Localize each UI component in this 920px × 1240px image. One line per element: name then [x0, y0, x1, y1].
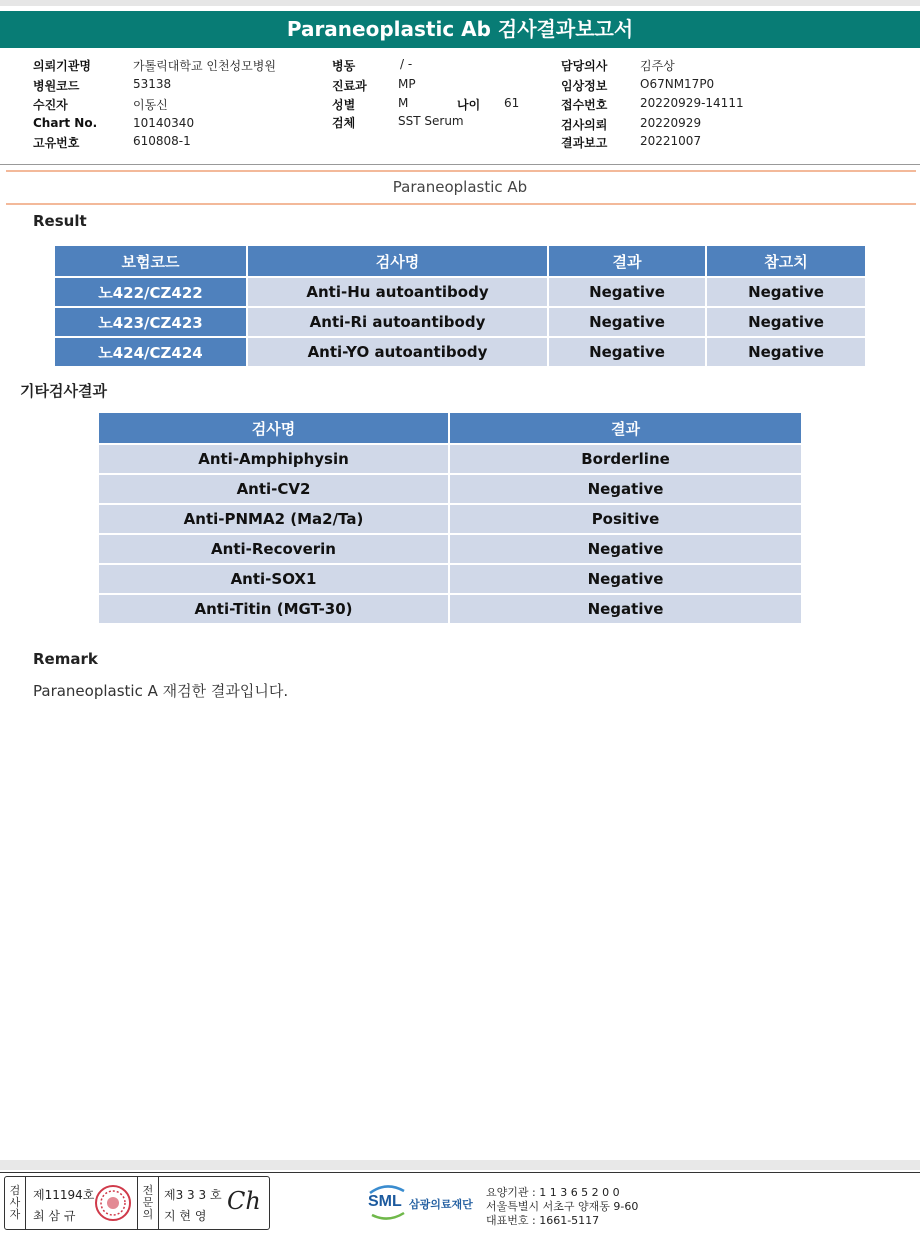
seal-stamp-icon — [93, 1183, 133, 1223]
unique-no-value: 610808-1 — [133, 134, 191, 148]
insurance-code: 노424/CZ424 — [54, 337, 247, 367]
test-result: Negative — [449, 534, 802, 564]
org-phone: 대표번호 : 1661-5117 — [486, 1214, 600, 1227]
approver-name: 지 현 영 — [164, 1209, 207, 1223]
test-result: Negative — [548, 307, 706, 337]
divider — [25, 1177, 26, 1229]
test-name: Anti-Amphiphysin — [98, 444, 449, 474]
hospital-code-label: 병원코드 — [33, 79, 80, 93]
remark-text: Paraneoplastic A 재검한 결과입니다. — [33, 682, 289, 700]
accent-divider-bottom — [6, 203, 916, 205]
table-row — [98, 594, 802, 624]
approver-license-no: 제3 3 3 호 — [164, 1188, 222, 1202]
top-border — [0, 0, 920, 6]
logo-text: SML — [368, 1193, 402, 1210]
patient-label: 수진자 — [33, 98, 68, 112]
test-result: Borderline — [449, 444, 802, 474]
specimen-label: 검체 — [332, 116, 356, 130]
reference-value: Negative — [706, 307, 866, 337]
age-label: 나이 — [457, 98, 481, 112]
test-name: Anti-SOX1 — [98, 564, 449, 594]
dept-value: MP — [398, 77, 416, 91]
result-heading: Result — [33, 212, 87, 230]
table-row — [98, 564, 802, 594]
unique-no-label: 고유번호 — [33, 136, 80, 150]
test-result: Positive — [449, 504, 802, 534]
tester-name: 최 삼 규 — [33, 1209, 76, 1223]
table-row — [54, 277, 866, 307]
other-header-row — [98, 412, 802, 444]
col-reference: 참고치 — [706, 245, 866, 277]
ward-label: 병동 — [332, 59, 356, 73]
test-result: Negative — [449, 594, 802, 624]
request-date-value: 20220929 — [640, 116, 702, 130]
report-date-label: 결과보고 — [561, 136, 608, 150]
test-name: Anti-CV2 — [98, 474, 449, 504]
approver-label: 전문의 — [142, 1184, 154, 1221]
receipt-no-label: 접수번호 — [561, 98, 608, 112]
divider — [158, 1177, 159, 1229]
signature-box — [4, 1176, 270, 1230]
age-value: 61 — [504, 96, 520, 110]
report-title: Paraneoplastic Ab 검사결과보고서 — [0, 11, 920, 48]
table-row — [54, 307, 866, 337]
col-result: 결과 — [548, 245, 706, 277]
org-address: 서울특별시 서초구 양재동 9-60 — [486, 1200, 639, 1213]
col-result: 결과 — [449, 412, 802, 444]
table-row — [54, 337, 866, 367]
test-name: Anti-Titin (MGT-30) — [98, 594, 449, 624]
signature: Ch — [227, 1187, 261, 1215]
other-results-table — [97, 411, 803, 625]
specimen-value: SST Serum — [398, 114, 464, 128]
result-header-row — [54, 245, 866, 277]
reference-value: Negative — [706, 337, 866, 367]
insurance-code: 노423/CZ423 — [54, 307, 247, 337]
dept-label: 진료과 — [332, 79, 367, 93]
test-result: Negative — [449, 564, 802, 594]
clinical-info-value: O67NM17P0 — [640, 77, 715, 91]
footer-divider — [0, 1172, 920, 1173]
table-row — [98, 534, 802, 564]
test-name: Anti-Recoverin — [98, 534, 449, 564]
divider — [137, 1177, 138, 1229]
ward-value: / - — [400, 57, 413, 71]
chart-no-value: 10140340 — [133, 116, 195, 130]
test-result: Negative — [449, 474, 802, 504]
request-date-label: 검사의뢰 — [561, 118, 608, 132]
test-result: Negative — [548, 277, 706, 307]
insurance-code: 노422/CZ422 — [54, 277, 247, 307]
table-row — [98, 474, 802, 504]
table-row — [98, 504, 802, 534]
institution-label: 의뢰기관명 — [33, 59, 91, 73]
col-test-name: 검사명 — [98, 412, 449, 444]
test-name: Anti-Ri autoantibody — [247, 307, 548, 337]
section-title: Paraneoplastic Ab — [392, 178, 528, 196]
accent-divider-top — [6, 170, 916, 172]
other-results-heading: 기타검사결과 — [20, 382, 107, 400]
test-result: Negative — [548, 337, 706, 367]
patient-value: 이동신 — [133, 98, 168, 112]
org-name: 삼광의료재단 — [409, 1198, 473, 1211]
col-insurance-code: 보험코드 — [54, 245, 247, 277]
doctor-value: 김주상 — [640, 59, 675, 73]
result-table — [53, 244, 867, 368]
clinical-info-label: 임상정보 — [561, 79, 608, 93]
sex-value: M — [398, 96, 409, 110]
header-divider — [0, 164, 920, 165]
hospital-code-value: 53138 — [133, 77, 172, 91]
chart-no-label: Chart No. — [33, 116, 98, 130]
report-date-value: 20221007 — [640, 134, 702, 148]
institution-value: 가톨릭대학교 인천성모병원 — [133, 59, 276, 73]
doctor-label: 담당의사 — [561, 59, 608, 73]
sex-label: 성별 — [332, 98, 356, 112]
sml-logo — [366, 1183, 408, 1221]
table-row — [98, 444, 802, 474]
footer-band — [0, 1160, 920, 1170]
col-test-name: 검사명 — [247, 245, 548, 277]
tester-label: 검사자 — [9, 1184, 21, 1221]
reference-value: Negative — [706, 277, 866, 307]
care-institution-no: 요양기관 : 1 1 3 6 5 2 0 0 — [486, 1186, 620, 1199]
remark-heading: Remark — [33, 650, 98, 668]
receipt-no-value: 20220929-14111 — [640, 96, 744, 110]
test-name: Anti-Hu autoantibody — [247, 277, 548, 307]
test-name: Anti-YO autoantibody — [247, 337, 548, 367]
tester-license-no: 제11194호 — [33, 1188, 95, 1202]
test-name: Anti-PNMA2 (Ma2/Ta) — [98, 504, 449, 534]
